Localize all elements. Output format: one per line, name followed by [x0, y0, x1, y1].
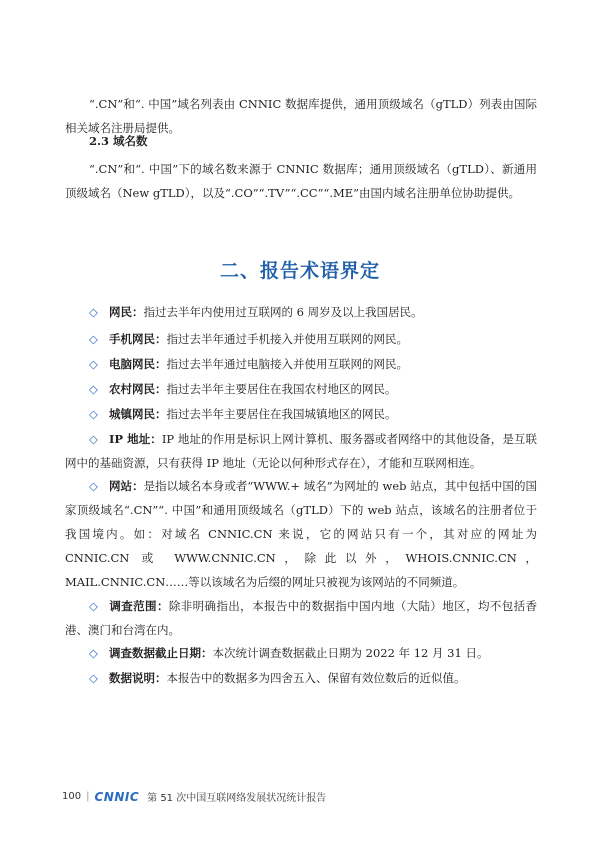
definition-item	[65, 666, 537, 690]
definition-item	[65, 300, 537, 324]
definition-text: 是指以域名本身或者“WWW.+ 域名”为网址的 web 站点，其中包括中国的国家顶级域名“.CN”“. 中国”和通用顶级域名（gTLD）下的 web 站点，该域名的注册者位于我国境内。如：对域名 CNNIC.CN 来说，它的网站只有一个，其对应的网址为 CNNIC.CN 或 WWW.CNNIC.CN，除此以外，WHOIS.CNNIC.CN，MAIL.CNNIC.CN……等以该域名为后缀的网址只被视为该网站的不同频道。	[65, 479, 537, 589]
definition-term: 手机网民：	[109, 332, 167, 346]
definition-term: 调查范围：	[109, 599, 169, 613]
definition-text: 除非明确指出，本报告中的数据指中国内地（大陆）地区，均不包括香港、澳门和台湾在内。	[65, 599, 538, 637]
definition-item	[65, 327, 537, 351]
diamond-bullet-icon: ◇	[89, 671, 98, 685]
report-title: 第 51 次中国互联网络发展状况统计报告	[147, 793, 327, 804]
definition-term: 调查数据截止日期：	[109, 646, 213, 660]
definition-item	[65, 427, 537, 475]
diamond-bullet-icon: ◇	[89, 382, 98, 396]
definition-text: 指过去半年主要居住在我国城镇地区的网民。	[166, 407, 397, 421]
page-number: 100	[62, 791, 82, 802]
footer-separator: |	[86, 791, 90, 802]
definition-text: 指过去半年通过电脑接入并使用互联网的网民。	[166, 357, 408, 371]
diamond-bullet-icon: ◇	[89, 599, 98, 613]
page-footer	[62, 789, 326, 804]
diamond-bullet-icon: ◇	[89, 432, 98, 446]
diamond-bullet-icon: ◇	[89, 646, 98, 660]
definition-term: 城镇网民：	[109, 407, 167, 421]
intro-paragraph-1-text: “.CN”和“. 中国”域名列表由 CNNIC 数据库提供，通用顶级域名（gTLD）列表由国际相关域名注册局提供。	[65, 97, 537, 135]
definition-item	[65, 377, 537, 401]
definition-text: 本报告中的数据多为四舍五入、保留有效位数后的近似值。	[166, 671, 466, 685]
definition-text: 本次统计调查数据截止日期为 2022 年 12 月 31 日。	[212, 646, 489, 660]
definition-item	[65, 641, 537, 665]
section-title: 二、报告术语界定	[219, 260, 380, 282]
diamond-bullet-icon: ◇	[89, 357, 98, 371]
definition-term: 农村网民：	[109, 382, 167, 396]
definition-text: 指过去半年主要居住在我国农村地区的网民。	[166, 382, 397, 396]
definition-text: 指过去半年通过手机接入并使用互联网的网民。	[166, 332, 408, 346]
definition-term: 数据说明：	[109, 671, 167, 685]
definition-text: IP 地址的作用是标识上网计算机、服务器或者网络中的其他设备，是互联网中的基础资源，只有获得 IP 地址（无论以何种形式存在），才能和互联网相连。	[65, 432, 538, 470]
subsection-heading: 2.3 域名数	[89, 134, 148, 148]
definition-item	[65, 402, 537, 426]
diamond-bullet-icon: ◇	[89, 332, 98, 346]
definition-term: 网站：	[109, 479, 144, 493]
intro-paragraph-2-text: “.CN”和“. 中国”下的域名数来源于 CNNIC 数据库；通用顶级域名（gTLD）、新通用顶级域名（New gTLD），以及“.CO”“.TV”“.CC”“.ME”由国内域名注册单位协助提供。	[65, 162, 537, 200]
definition-item	[65, 474, 537, 594]
definition-term: 网民：	[109, 305, 144, 319]
diamond-bullet-icon: ◇	[89, 479, 98, 493]
definition-term: 电脑网民：	[109, 357, 167, 371]
definition-item	[65, 352, 537, 376]
cnnic-logo: CNNIC	[94, 789, 140, 804]
definition-item	[65, 594, 537, 642]
intro-paragraph-2	[65, 157, 537, 205]
diamond-bullet-icon: ◇	[89, 407, 98, 421]
definition-text: 指过去半年内使用过互联网的 6 周岁及以上我国居民。	[143, 305, 423, 319]
diamond-bullet-icon: ◇	[89, 305, 98, 319]
definition-term: IP 地址：	[109, 432, 162, 446]
